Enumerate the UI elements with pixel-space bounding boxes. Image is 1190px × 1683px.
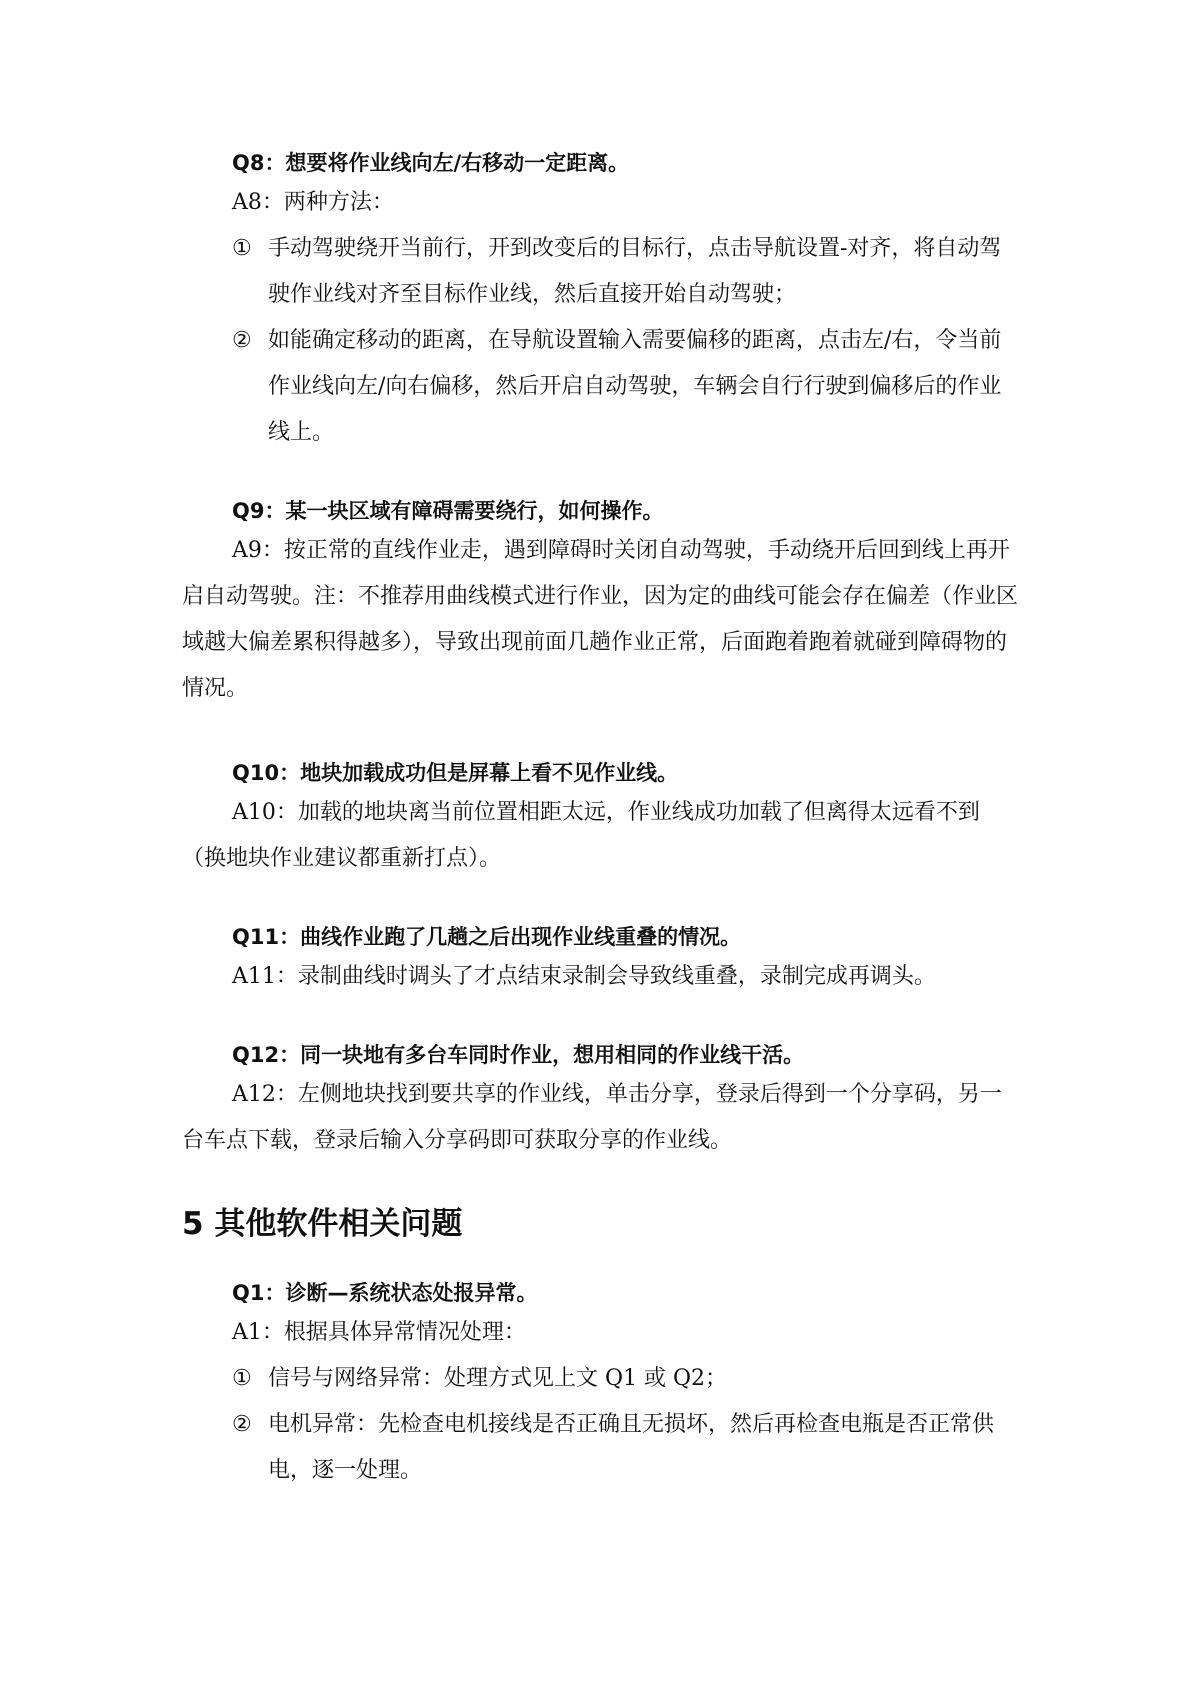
section-heading: 5 其他软件相关问题: [182, 1206, 463, 1242]
q8-list-item-1: [232, 226, 1022, 318]
q10-question: Q10：地块加载成功但是屏幕上看不见作业线。: [232, 761, 679, 785]
s5-q1-answer-intro: A1：根据具体异常情况处理：: [232, 1320, 526, 1345]
q8-question: Q8：想要将作业线向左/右移动一定距离。: [232, 151, 630, 175]
list-item-text: 信号与网络异常：处理方式见上文 Q1 或 Q2；: [268, 1366, 728, 1391]
s5-q1-list-item-2: [232, 1402, 1022, 1494]
list-item-text: 如能确定移动的距离，在导航设置输入需要偏移的距离，点击左/右，令当前作业线向左/向右偏移，然后开启自动驾驶，车辆会自行行驶到偏移后的作业线上。: [268, 328, 1002, 445]
s5-q1-list-item-1: [232, 1356, 1022, 1402]
q12-question: Q12：同一块地有多台车同时作业，想用相同的作业线干活。: [232, 1043, 805, 1067]
list-marker: ②: [232, 328, 252, 353]
q9-question: Q9：某一块区域有障碍需要绕行，如何操作。: [232, 499, 664, 523]
q8-answer-intro: A8：两种方法：: [232, 190, 394, 215]
q11-question: Q11：曲线作业跑了几趟之后出现作业线重叠的情况。: [232, 925, 742, 949]
q12-answer: A12：左侧地块找到要共享的作业线，单击分享，登录后得到一个分享码，另一台车点下载，登录后输入分享码即可获取分享的作业线。: [182, 1082, 1002, 1153]
q9-answer: A9：按正常的直线作业走，遇到障碍时关闭自动驾驶，手动绕开后回到线上再开启自动驾驶。注：不推荐用曲线模式进行作业，因为定的曲线可能会存在偏差（作业区域越大偏差累积得越多），导致出现前面几趟作业正常，后面跑着跑着就碰到障碍物的情况。: [182, 538, 1019, 701]
list-marker: ①: [232, 1366, 252, 1391]
list-marker: ①: [232, 236, 252, 261]
q10-answer: A10：加载的地块离当前位置相距太远，作业线成功加载了但离得太远看不到（换地块作业建议都重新打点）。: [182, 800, 980, 871]
list-item-text: 电机异常：先检查电机接线是否正确且无损坏，然后再检查电瓶是否正常供电，逐一处理。: [268, 1412, 995, 1483]
q11-answer: A11：录制曲线时调头了才点结束录制会导致线重叠，录制完成再调头。: [232, 964, 936, 989]
q8-list-item-2: [232, 318, 1022, 456]
s5-q1-question: Q1：诊断—系统状态处报异常。: [232, 1281, 538, 1305]
list-marker: ②: [232, 1412, 252, 1437]
list-item-text: 手动驾驶绕开当前行，开到改变后的目标行，点击导航设置-对齐，将自动驾驶作业线对齐至目标作业线，然后直接开始自动驾驶；: [268, 236, 1002, 307]
